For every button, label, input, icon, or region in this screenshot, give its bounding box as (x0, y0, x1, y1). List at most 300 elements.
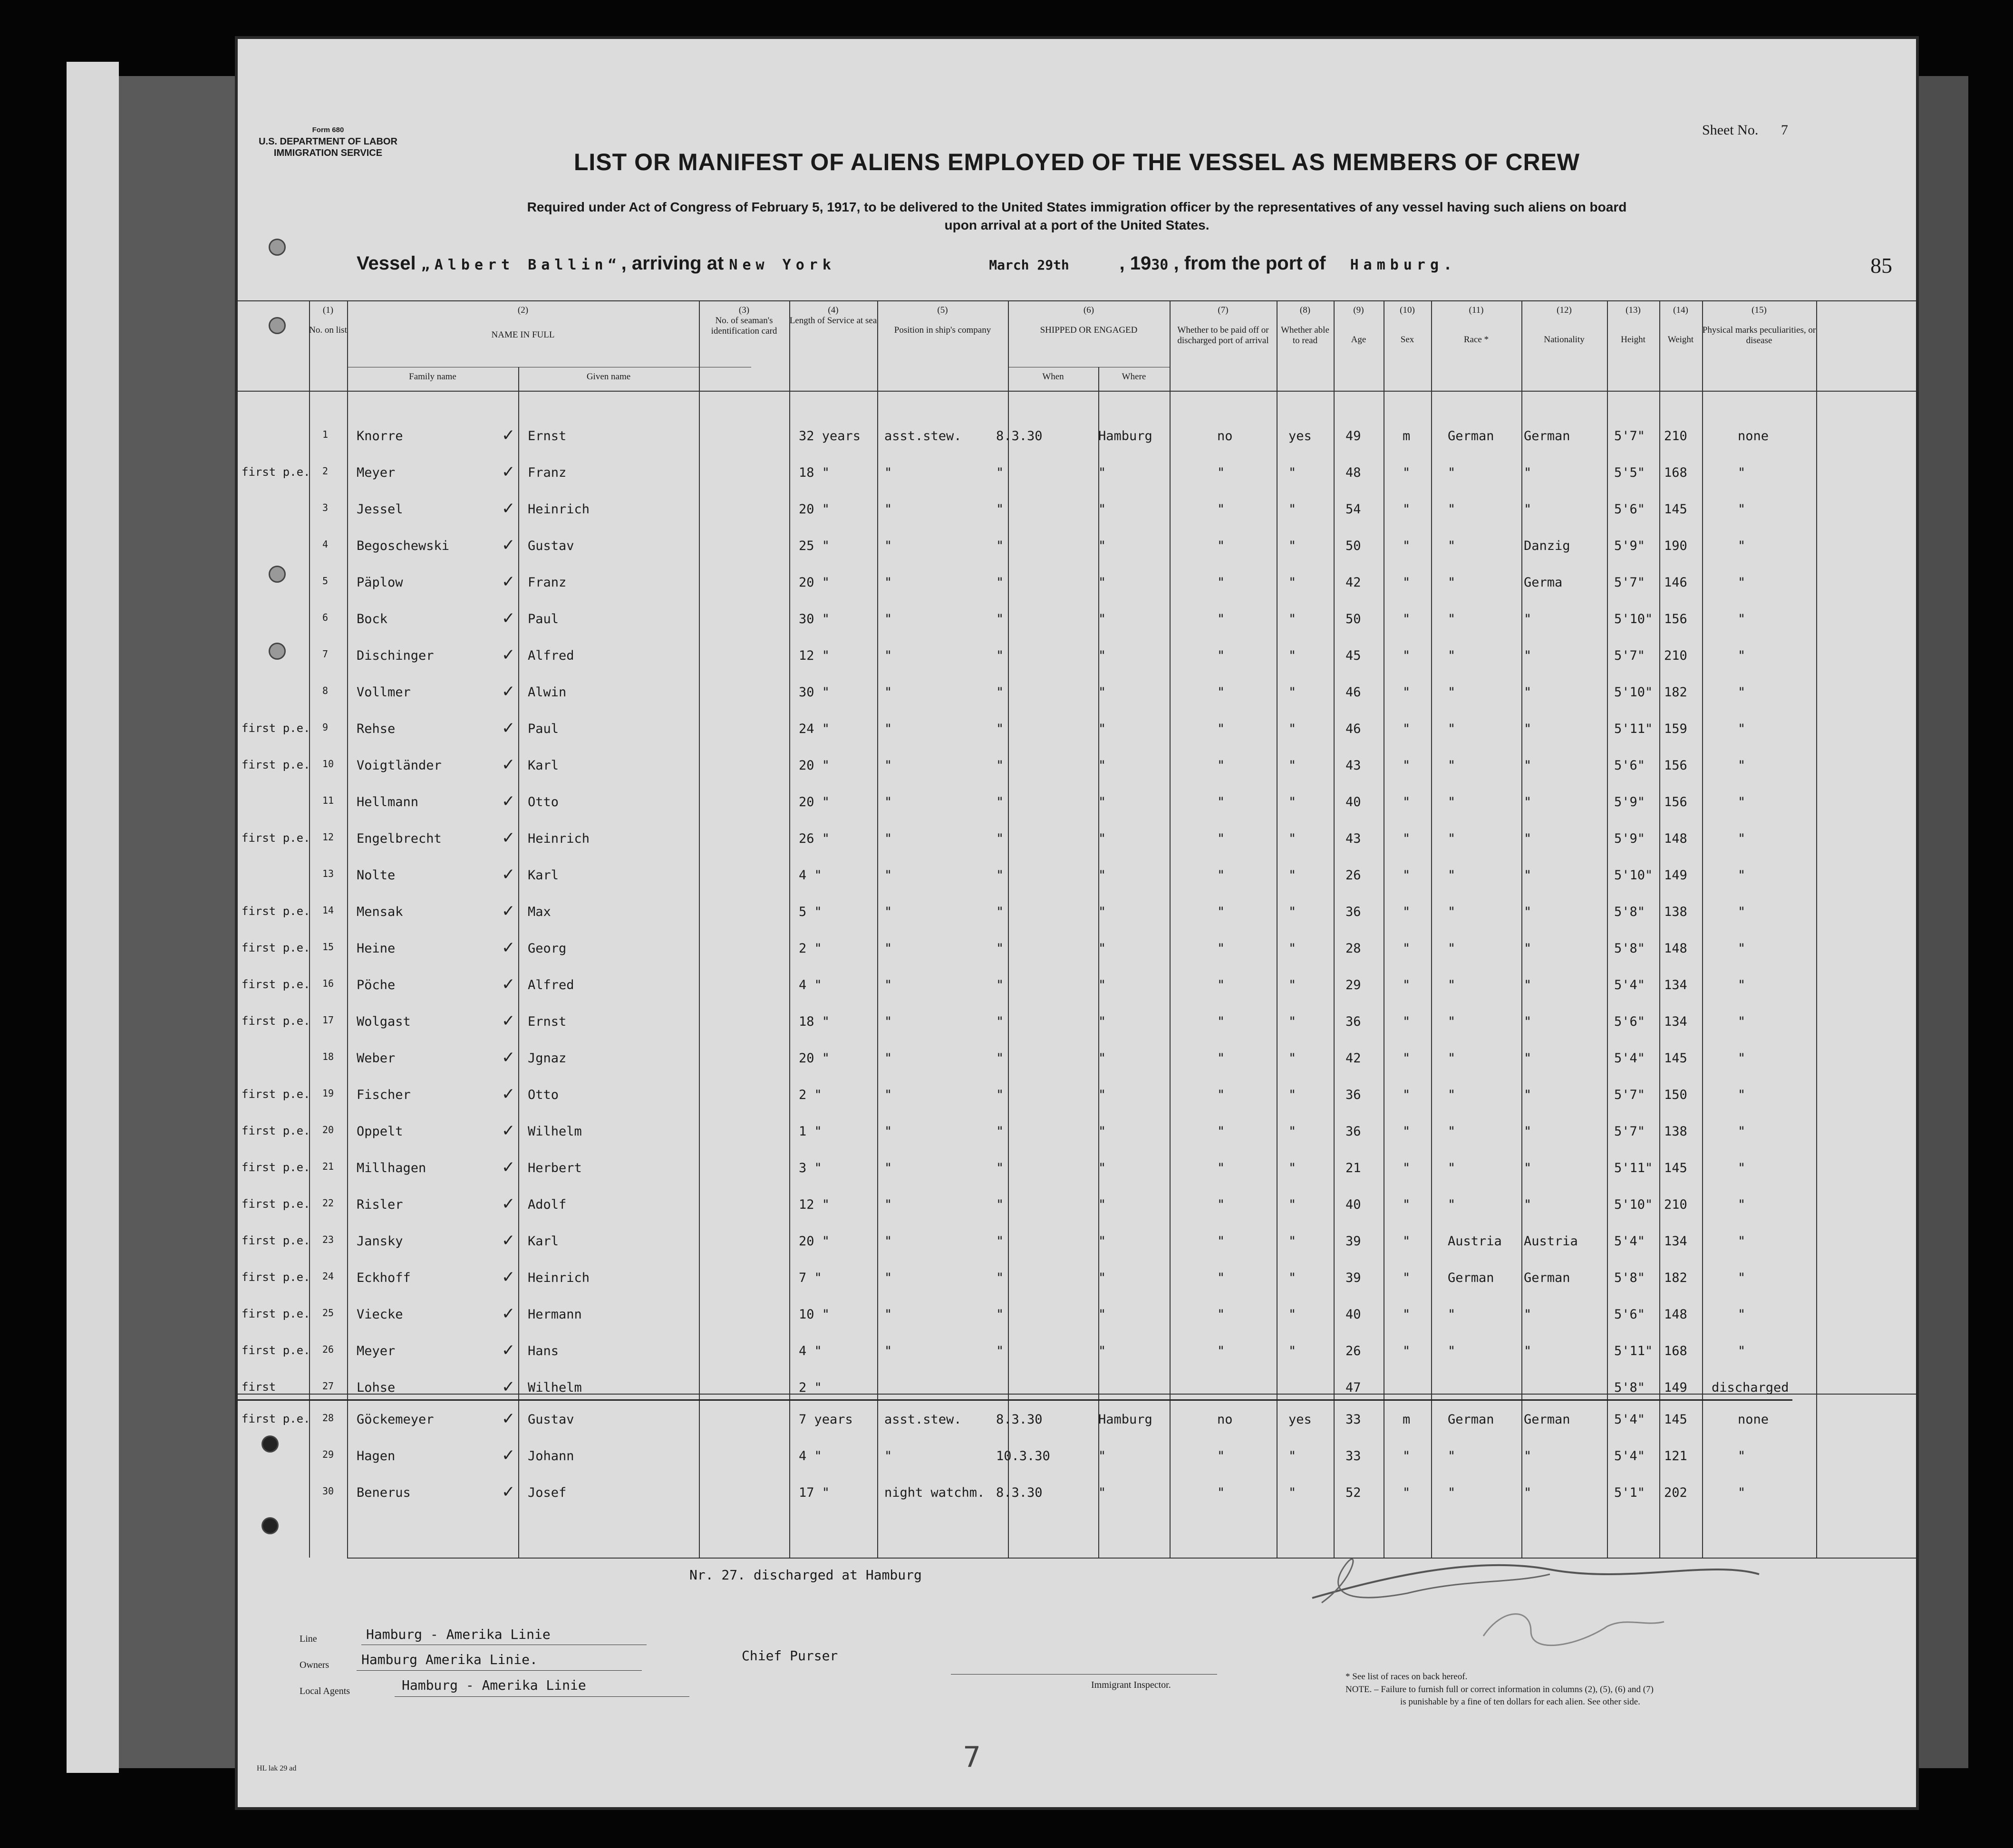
col14-number: (14) (1673, 305, 1688, 315)
arrival-port: New York (729, 257, 836, 273)
race: German (1448, 1412, 1494, 1427)
punch-hole (269, 317, 286, 334)
given-name: Karl (528, 1234, 559, 1249)
nationality: " (1524, 905, 1532, 919)
family-name: Voigtländer (357, 758, 442, 773)
physical-marks: " (1738, 1014, 1746, 1029)
position: asst.stew. (884, 429, 962, 443)
vessel-line (357, 253, 1902, 278)
race: " (1448, 1161, 1456, 1175)
check-mark-icon: ✓ (502, 755, 515, 774)
nationality: " (1524, 612, 1532, 626)
given-name: Franz (528, 575, 567, 590)
col8-header (1277, 305, 1334, 346)
row-number: 17 (322, 1014, 334, 1026)
check-mark-icon: ✓ (502, 938, 515, 957)
paid-off: " (1217, 575, 1225, 590)
race: " (1448, 1014, 1456, 1029)
age: 33 (1345, 1449, 1361, 1463)
height: 5'10" (1614, 685, 1653, 700)
shipped-when: 8.3.30 (996, 1485, 1043, 1500)
position: " (884, 465, 892, 480)
family-name: Hellmann (357, 795, 419, 809)
inspector-signature (1284, 1484, 1783, 1655)
sex: " (1403, 1307, 1411, 1322)
physical-marks: " (1738, 612, 1746, 626)
length-of-service: 5 " (799, 905, 822, 919)
year-prefix: , 19 (1119, 253, 1152, 274)
check-mark-icon: ✓ (502, 426, 515, 445)
physical-marks: " (1738, 978, 1746, 992)
position: " (884, 685, 892, 700)
weight: 146 (1664, 575, 1687, 590)
height: 5'9" (1614, 795, 1645, 809)
col12-number: (12) (1557, 305, 1572, 315)
nationality: " (1524, 465, 1532, 480)
col15-header (1702, 305, 1816, 346)
position: " (884, 575, 892, 590)
shipped-when: " (996, 722, 1004, 736)
height: 5'10" (1614, 868, 1653, 883)
shipped-where: Hamburg (1098, 1412, 1152, 1427)
row-number: 1 (322, 429, 329, 440)
check-mark-icon: ✓ (502, 1409, 515, 1428)
position: " (884, 795, 892, 809)
sex: " (1403, 1485, 1411, 1500)
row-number: 22 (322, 1197, 334, 1209)
given-name: Karl (528, 868, 559, 883)
position: " (884, 1051, 892, 1066)
col14-header (1659, 305, 1702, 345)
position: " (884, 1088, 892, 1102)
sex: " (1403, 1014, 1411, 1029)
race: " (1448, 941, 1456, 956)
fine-note-2: is punishable by a fine of ten dollars for each alien. See other side. (1400, 1697, 1640, 1707)
race: " (1448, 1124, 1456, 1139)
shipped-where: " (1098, 465, 1106, 480)
col12-header (1521, 305, 1607, 345)
paid-off: " (1217, 1449, 1225, 1463)
fine-note: NOTE. – Failure to furnish full or correct information in columns (2), (5), (6) and (7) (1345, 1684, 1654, 1694)
paid-off: " (1217, 1124, 1225, 1139)
row-prefix: first p.e. (242, 1307, 310, 1320)
paid-off: " (1217, 465, 1225, 480)
row-number: 26 (322, 1344, 334, 1355)
race: " (1448, 1307, 1456, 1322)
row-prefix: first p.e. (242, 1234, 310, 1247)
check-mark-icon: ✓ (502, 719, 515, 738)
row-number: 12 (322, 831, 334, 843)
able-to-read: " (1288, 1124, 1297, 1139)
header-bottom-line (238, 391, 1916, 392)
column-divider (309, 300, 310, 1558)
column-divider (699, 300, 700, 1558)
row-prefix: first p.e. (242, 831, 310, 845)
col6b-header: Where (1122, 372, 1146, 382)
length-of-service: 17 " (799, 1485, 830, 1500)
column-divider (518, 367, 519, 1558)
shipped-when: " (996, 868, 1004, 883)
given-name: Jgnaz (528, 1051, 567, 1066)
col10-header (1384, 305, 1431, 345)
paid-off: " (1217, 1051, 1225, 1066)
able-to-read: " (1288, 758, 1297, 773)
height: 5'8" (1614, 905, 1645, 919)
shipped-where: Hamburg (1098, 429, 1152, 443)
age: 46 (1345, 685, 1361, 700)
sex: " (1403, 1270, 1411, 1285)
row-number: 6 (322, 612, 329, 623)
col14-label: Weight (1667, 335, 1694, 345)
given-name: Max (528, 905, 551, 919)
able-to-read: " (1288, 1088, 1297, 1102)
owners-label: Owners (300, 1660, 329, 1670)
check-mark-icon: ✓ (502, 1121, 515, 1140)
height: 5'7" (1614, 1088, 1645, 1102)
nationality: " (1524, 795, 1532, 809)
position: " (884, 1161, 892, 1175)
check-mark-icon: ✓ (502, 828, 515, 847)
length-of-service: 32 years (799, 429, 861, 443)
check-mark-icon: ✓ (502, 609, 515, 628)
col4-header (789, 305, 877, 326)
family-name: Heine (357, 941, 396, 956)
shipped-where: " (1098, 941, 1106, 956)
paid-off: " (1217, 1344, 1225, 1358)
height: 5'11" (1614, 722, 1653, 736)
physical-marks: " (1738, 722, 1746, 736)
nationality: German (1524, 1270, 1570, 1285)
col11-number: (11) (1469, 305, 1484, 315)
form-number: Form 680 (312, 126, 344, 134)
height: 5'7" (1614, 429, 1645, 443)
col7-label: Whether to be paid off or discharged port of arrival (1177, 325, 1269, 346)
family-name: Risler (357, 1197, 403, 1212)
age: 28 (1345, 941, 1361, 956)
chief-purser: Chief Purser (742, 1648, 838, 1664)
col2-number: (2) (517, 305, 529, 315)
handwritten-page-mark: 7 (963, 1741, 981, 1774)
row-number: 3 (322, 502, 329, 513)
row-prefix: first p.e. (242, 758, 310, 771)
height: 5'6" (1614, 502, 1645, 517)
sheet-number-block (1702, 122, 1788, 138)
length-of-service: 18 " (799, 1014, 830, 1029)
able-to-read: " (1288, 868, 1297, 883)
able-to-read: yes (1288, 1412, 1312, 1427)
shipped-where: " (1098, 1270, 1106, 1285)
row-number: 30 (322, 1485, 334, 1497)
check-mark-icon: ✓ (502, 865, 515, 884)
nationality: " (1524, 1124, 1532, 1139)
weight: 202 (1664, 1485, 1687, 1500)
able-to-read: " (1288, 978, 1297, 992)
check-mark-icon: ✓ (502, 499, 515, 518)
row-prefix: first p.e. (242, 941, 310, 954)
col10-label: Sex (1400, 335, 1414, 345)
row-prefix: first p.e. (242, 978, 310, 991)
shipped-where: " (1098, 1197, 1106, 1212)
print-code: HL lak 29 ad (257, 1764, 297, 1772)
length-of-service: 20 " (799, 1051, 830, 1066)
paid-off: " (1217, 539, 1225, 553)
sex: " (1403, 795, 1411, 809)
row-number: 29 (322, 1449, 334, 1460)
position: " (884, 758, 892, 773)
col1-label: No. on list (309, 325, 347, 335)
weight: 134 (1664, 1014, 1687, 1029)
age: 36 (1345, 905, 1361, 919)
weight: 210 (1664, 429, 1687, 443)
check-mark-icon: ✓ (502, 1482, 515, 1502)
paid-off: " (1217, 648, 1225, 663)
row-number: 28 (322, 1412, 334, 1424)
given-name: Gustav (528, 1412, 574, 1427)
position: " (884, 612, 892, 626)
nationality: Germa (1524, 575, 1563, 590)
paid-off: " (1217, 758, 1225, 773)
nationality: " (1524, 758, 1532, 773)
col5-label: Position in ship's company (894, 325, 991, 335)
physical-marks: " (1738, 1197, 1746, 1212)
race: " (1448, 1344, 1456, 1358)
age: 50 (1345, 539, 1361, 553)
weight: 149 (1664, 1380, 1687, 1395)
sex: " (1403, 539, 1411, 553)
age: 39 (1345, 1234, 1361, 1249)
column-divider (1431, 300, 1432, 1558)
height: 5'7" (1614, 1124, 1645, 1139)
nationality: " (1524, 868, 1532, 883)
row-number: 24 (322, 1270, 334, 1282)
requirement-line-1: Required under Act of Congress of February 5, 1917, to be delivered to the United States immigration officer by the representatives of any vessel having such aliens on board (527, 200, 1627, 214)
shipped-where: " (1098, 722, 1106, 736)
check-mark-icon: ✓ (502, 1304, 515, 1323)
able-to-read: " (1288, 612, 1297, 626)
col13-number: (13) (1626, 305, 1641, 315)
check-mark-icon: ✓ (502, 1341, 515, 1360)
col4-number: (4) (828, 305, 839, 315)
weight: 148 (1664, 1307, 1687, 1322)
shipped-where: " (1098, 1051, 1106, 1066)
col6-number: (6) (1083, 305, 1094, 315)
position: " (884, 1197, 892, 1212)
length-of-service: 18 " (799, 465, 830, 480)
shipped-when: " (996, 1234, 1004, 1249)
able-to-read: " (1288, 1051, 1297, 1066)
column-divider (1170, 300, 1171, 1558)
physical-marks: " (1738, 868, 1746, 883)
height: 5'4" (1614, 1234, 1645, 1249)
height: 5'4" (1614, 1412, 1645, 1427)
inspector-underline (951, 1674, 1217, 1675)
race: " (1448, 978, 1456, 992)
nationality: " (1524, 831, 1532, 846)
shipped-where: " (1098, 758, 1106, 773)
col1-header (309, 305, 347, 336)
weight: 145 (1664, 502, 1687, 517)
length-of-service: 2 " (799, 1088, 822, 1102)
able-to-read: yes (1288, 429, 1312, 443)
race: German (1448, 429, 1494, 443)
family-name: Fischer (357, 1088, 411, 1102)
shipped-where: " (1098, 1124, 1106, 1139)
weight: 156 (1664, 612, 1687, 626)
from-label: , from the port of (1173, 253, 1326, 274)
height: 5'4" (1614, 978, 1645, 992)
shipped-where: " (1098, 539, 1106, 553)
race: " (1448, 465, 1456, 480)
row-prefix: first p.e. (242, 1197, 310, 1211)
physical-marks: " (1738, 1307, 1746, 1322)
weight: 145 (1664, 1051, 1687, 1066)
nationality: " (1524, 941, 1532, 956)
age: 49 (1345, 429, 1361, 443)
col5-number: (5) (937, 305, 948, 315)
paid-off: no (1217, 429, 1233, 443)
shipped-when: " (996, 1124, 1004, 1139)
nationality: " (1524, 722, 1532, 736)
column-divider (1607, 300, 1608, 1558)
weight: 156 (1664, 758, 1687, 773)
sex: " (1403, 905, 1411, 919)
agents-value: Hamburg - Amerika Linie (402, 1677, 586, 1693)
family-name: Oppelt (357, 1124, 403, 1139)
weight: 134 (1664, 1234, 1687, 1249)
length-of-service: 20 " (799, 502, 830, 517)
given-name: Georg (528, 941, 567, 956)
age: 42 (1345, 575, 1361, 590)
sex: " (1403, 685, 1411, 700)
race: " (1448, 758, 1456, 773)
given-name: Hans (528, 1344, 559, 1358)
shipped-where: " (1098, 1088, 1106, 1102)
requirement-text (285, 198, 1868, 234)
physical-marks: " (1738, 941, 1746, 956)
weight: 148 (1664, 941, 1687, 956)
sex: m (1403, 429, 1411, 443)
check-mark-icon: ✓ (502, 1048, 515, 1067)
race: " (1448, 648, 1456, 663)
weight: 182 (1664, 685, 1687, 700)
nationality: " (1524, 1307, 1532, 1322)
length-of-service: 20 " (799, 795, 830, 809)
weight: 210 (1664, 1197, 1687, 1212)
page-title: LIST OR MANIFEST OF ALIENS EMPLOYED OF THE VESSEL AS MEMBERS OF CREW (573, 149, 1580, 175)
family-name: Nolte (357, 868, 396, 883)
nationality: " (1524, 1014, 1532, 1029)
length-of-service: 1 " (799, 1124, 822, 1139)
weight: 168 (1664, 465, 1687, 480)
column-divider (1702, 300, 1703, 1558)
weight: 145 (1664, 1412, 1687, 1427)
given-name: Alfred (528, 978, 574, 992)
check-mark-icon: ✓ (502, 1268, 515, 1287)
shipped-when: " (996, 795, 1004, 809)
physical-marks: " (1738, 905, 1746, 919)
row-number: 20 (322, 1124, 334, 1136)
age: 29 (1345, 978, 1361, 992)
position: night watchm. (884, 1485, 985, 1500)
check-mark-icon: ✓ (502, 462, 515, 481)
col13-header (1607, 305, 1659, 345)
given-name: Josef (528, 1485, 567, 1500)
col2-header (347, 305, 699, 340)
physical-marks: " (1738, 1161, 1746, 1175)
able-to-read: " (1288, 648, 1297, 663)
given-name: Ernst (528, 429, 567, 443)
race: " (1448, 612, 1456, 626)
col2b-header: Given name (586, 372, 631, 382)
family-name: Rehse (357, 722, 396, 736)
family-name: Pöche (357, 978, 396, 992)
race: " (1448, 868, 1456, 883)
physical-marks: " (1738, 831, 1746, 846)
nationality: Austria (1524, 1234, 1578, 1249)
punch-hole (261, 1435, 279, 1453)
given-name: Wilhelm (528, 1124, 582, 1139)
able-to-read: " (1288, 1197, 1297, 1212)
nationality: " (1524, 685, 1532, 700)
department-name: U.S. DEPARTMENT OF LABOR (259, 136, 397, 147)
shipped-where: " (1098, 831, 1106, 846)
race: " (1448, 502, 1456, 517)
row-prefix: first p.e. (242, 1088, 310, 1101)
height: 5'6" (1614, 758, 1645, 773)
physical-marks: " (1738, 648, 1746, 663)
able-to-read: " (1288, 831, 1297, 846)
shipped-when: " (996, 575, 1004, 590)
row-prefix: first p.e. (242, 905, 310, 918)
sex: " (1403, 722, 1411, 736)
shipped-where: " (1098, 612, 1106, 626)
able-to-read: " (1288, 722, 1297, 736)
physical-marks: none (1738, 1412, 1769, 1427)
family-name: Viecke (357, 1307, 403, 1322)
family-name: Jessel (357, 502, 403, 517)
sex: " (1403, 1344, 1411, 1358)
family-name: Bock (357, 612, 388, 626)
agents-label: Local Agents (300, 1686, 350, 1696)
row-number: 21 (322, 1161, 334, 1172)
length-of-service: 4 " (799, 868, 822, 883)
height: 5'11" (1614, 1161, 1653, 1175)
able-to-read: " (1288, 575, 1297, 590)
physical-marks: none (1738, 429, 1769, 443)
sex: " (1403, 465, 1411, 480)
shipped-when: " (996, 1344, 1004, 1358)
column-divider (1659, 300, 1660, 1558)
length-of-service: 12 " (799, 1197, 830, 1212)
col1-number: (1) (322, 305, 334, 315)
arriving-label: , arriving at (621, 253, 724, 274)
weight: 156 (1664, 795, 1687, 809)
weight: 138 (1664, 1124, 1687, 1139)
col15-label: Physical marks peculiarities, or disease (1702, 325, 1816, 346)
family-name: Eckhoff (357, 1270, 411, 1285)
age: 45 (1345, 648, 1361, 663)
check-mark-icon: ✓ (502, 1085, 515, 1104)
paid-off: " (1217, 1234, 1225, 1249)
age: 54 (1345, 502, 1361, 517)
family-name: Meyer (357, 465, 396, 480)
position: " (884, 539, 892, 553)
paid-off: " (1217, 941, 1225, 956)
agents-underline (395, 1696, 689, 1697)
shipped-when: 8.3.30 (996, 429, 1043, 443)
paid-off: " (1217, 1197, 1225, 1212)
check-mark-icon: ✓ (502, 902, 515, 921)
